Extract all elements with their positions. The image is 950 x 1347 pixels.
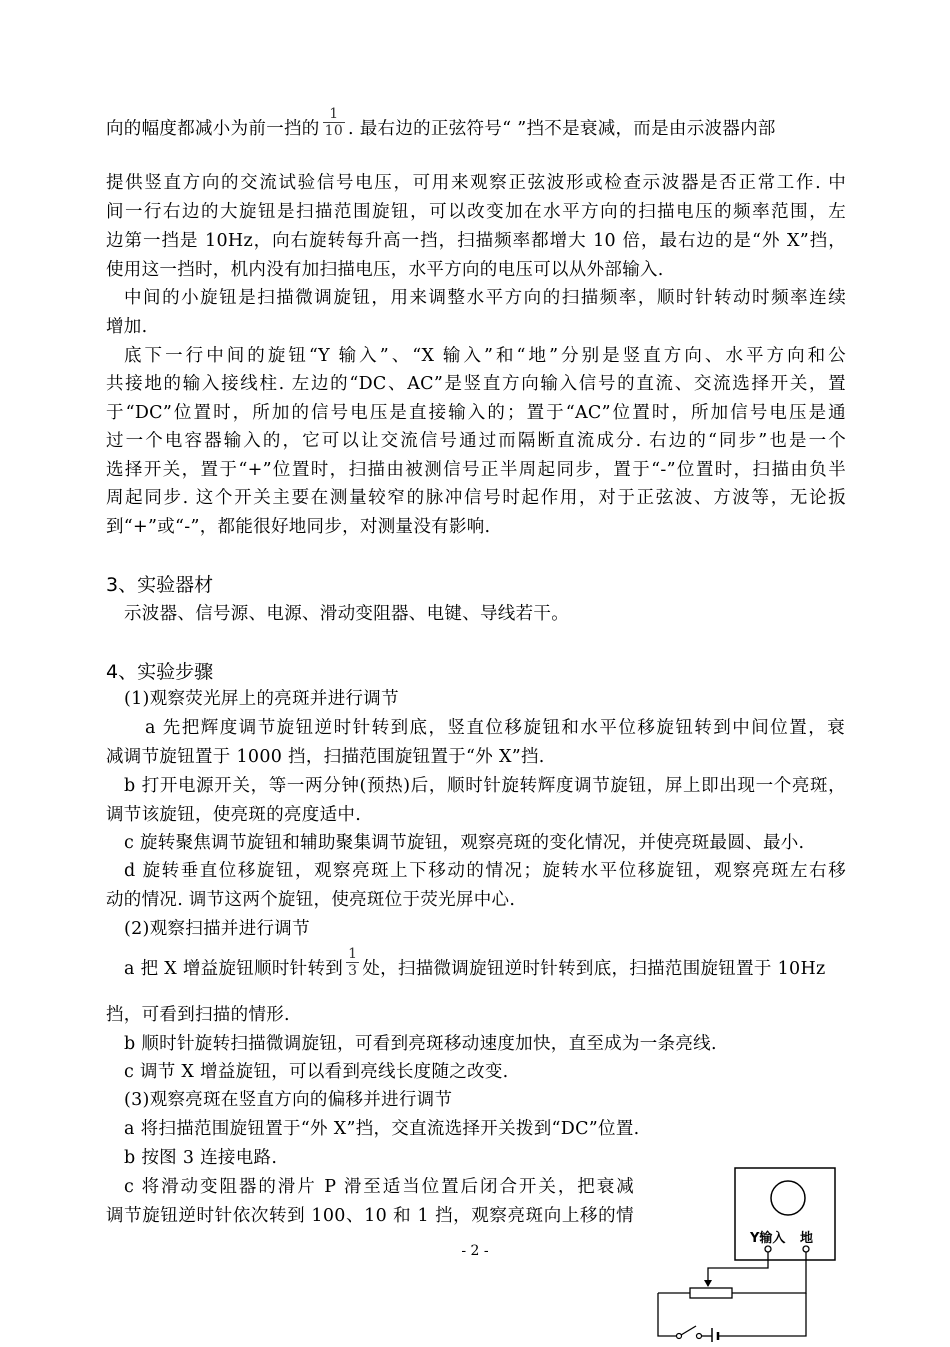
body-line-11: 过一个电容器输入的，它可以让交流信号通过而隔断直流成分. 右边的“同步”也是一个 <box>106 431 846 451</box>
body-line-13: 周起同步. 这个开关主要在测量较窄的脉冲信号时起作用，对于正弦波、方波等，无论扳 <box>106 488 846 508</box>
slider-arrow <box>704 1280 712 1287</box>
wire-battery-return <box>718 1293 806 1336</box>
body-line-7: 增加. <box>106 317 148 337</box>
fraction-one-tenth: $\frac{1}{10}$ <box>324 106 344 139</box>
step-1d-line-2: 动的情况. 调节这两个旋钮，使亮斑位于荧光屏中心. <box>106 890 516 910</box>
y-input-terminal <box>765 1246 771 1252</box>
section-4-heading: 4、实验步骤 <box>106 661 214 683</box>
body-line-8: 底下一行中间的旋钮“Y 输入”、“X 输入”和“地”分别是竖直方向、水平方向和公 <box>124 346 846 366</box>
step-1b-line-1: b 打开电源开关，等一两分钟(预热)后，顺时针旋转辉度调节旋钮，屏上即出现一个亮斑， <box>124 776 846 796</box>
body-line-10: 于“DC”位置时，所加的信号电压是直接输入的；置于“AC”位置时，所加信号电压是通 <box>106 403 846 423</box>
section-3-heading: 3、实验器材 <box>106 574 214 596</box>
step-2a-line-2: 挡，可看到扫描的情形. <box>106 1005 290 1025</box>
step-2c: c 调节 X 增益旋钮，可以看到亮线长度随之改变. <box>124 1062 509 1082</box>
body-line-2: 提供竖直方向的交流试验信号电压，可用来观察正弦波形或检查示波器是否正常工作. 中 <box>106 173 846 193</box>
body-line-6: 中间的小旋钮是扫描微调旋钮，用来调整水平方向的扫描频率，顺时针转动时频率连续 <box>124 288 846 308</box>
section-3-text: 示波器、信号源、电源、滑动变阻器、电键、导线若干。 <box>124 604 569 624</box>
step-2b: b 顺时针旋转扫描微调旋钮，可看到亮斑移动速度加快，直至成为一条亮线. <box>124 1034 717 1054</box>
wire-left <box>658 1293 676 1336</box>
wire-y-to-slider <box>708 1252 768 1286</box>
step-1d-line-1: d 旋转垂直位移旋钮，观察亮斑上下移动的情况；旋转水平位移旋钮，观察亮斑左右移 <box>124 861 846 881</box>
y-input-label: Y输入 <box>750 1231 786 1246</box>
ground-label: 地 <box>800 1231 814 1246</box>
body-line-5: 使用这一挡时，机内没有加扫描电压，水平方向的电压可以从外部输入. <box>106 260 664 280</box>
step-3c-line-1: c 将滑动变阻器的滑片 P 滑至适当位置后闭合开关，把衰减 <box>124 1177 634 1197</box>
step-1a-line-2: 减调节旋钮置于 1000 挡，扫描范围旋钮置于“外 X”挡. <box>106 747 545 767</box>
fraction-one-third: $\frac{1}{3}$ <box>348 946 358 979</box>
body-line-12: 选择开关，置于“+”位置时，扫描由被测信号正半周起同步，置于“-”位置时，扫描由负半 <box>106 460 846 480</box>
switch-contact-right <box>697 1334 702 1339</box>
step-1c: c 旋转聚焦调节旋钮和辅助聚集调节旋钮，观察亮斑的变化情况，并使亮斑最圆、最小. <box>124 833 805 853</box>
rheostat <box>690 1288 732 1298</box>
step-2a-line-1: a 把 X 增益旋钮顺时针转到 $\frac{1}{3}$ 处，扫描微调旋钮逆时针转到底，扫描范围旋钮置于 10Hz <box>124 946 826 979</box>
step-3b: b 按图 3 连接电路. <box>124 1148 278 1168</box>
switch-lever <box>681 1326 696 1335</box>
switch-contact-left <box>677 1334 682 1339</box>
step-1-title: (1)观察荧光屏上的亮斑并进行调节 <box>124 689 399 709</box>
step-3a: a 将扫描范围旋钮置于“外 X”挡，交直流选择开关拨到“DC”位置. <box>124 1119 640 1139</box>
page-number: - 2 - <box>461 1243 489 1259</box>
step-1b-line-2: 调节该旋钮，使亮斑的亮度适中. <box>106 805 362 825</box>
step-1a-line-1: a 先把辉度调节旋钮逆时针转到底，竖直位移旋钮和水平位移旋钮转到中间位置，衰 <box>145 718 845 738</box>
body-line-9: 共接地的输入接线柱. 左边的“DC、AC”是竖直方向输入信号的直流、交流选择开关，置 <box>106 374 846 394</box>
step-3-title: (3)观察亮斑在竖直方向的偏移并进行调节 <box>124 1090 453 1110</box>
body-line-4: 边第一挡是 10Hz，向右旋转每升高一挡，扫描频率都增大 10 倍，最右边的是“外 X”挡， <box>106 231 846 251</box>
body-line-14: 到“+”或“-”，都能很好地同步，对测量没有影响. <box>106 517 491 537</box>
ground-terminal <box>803 1246 809 1252</box>
circuit-diagram <box>640 1160 850 1347</box>
step-3c-line-2: 调节旋钮逆时针依次转到 100、10 和 1 挡，观察亮斑向上移的情 <box>106 1206 634 1226</box>
body-line-1: 向的幅度都减小为前一挡的 $\frac{1}{10}$ . 最右边的正弦符号“ ”挡不是衰减，而是由示波器内部 <box>106 106 776 139</box>
circuit-diagram-svg <box>640 1160 850 1342</box>
step-2-title: (2)观察扫描并进行调节 <box>124 919 310 939</box>
screen-circle <box>771 1181 805 1215</box>
wire-rail <box>658 1252 806 1293</box>
body-line-3: 间一行右边的大旋钮是扫描范围旋钮，可以改变加在水平方向的扫描电压的频率范围，左 <box>106 202 846 222</box>
